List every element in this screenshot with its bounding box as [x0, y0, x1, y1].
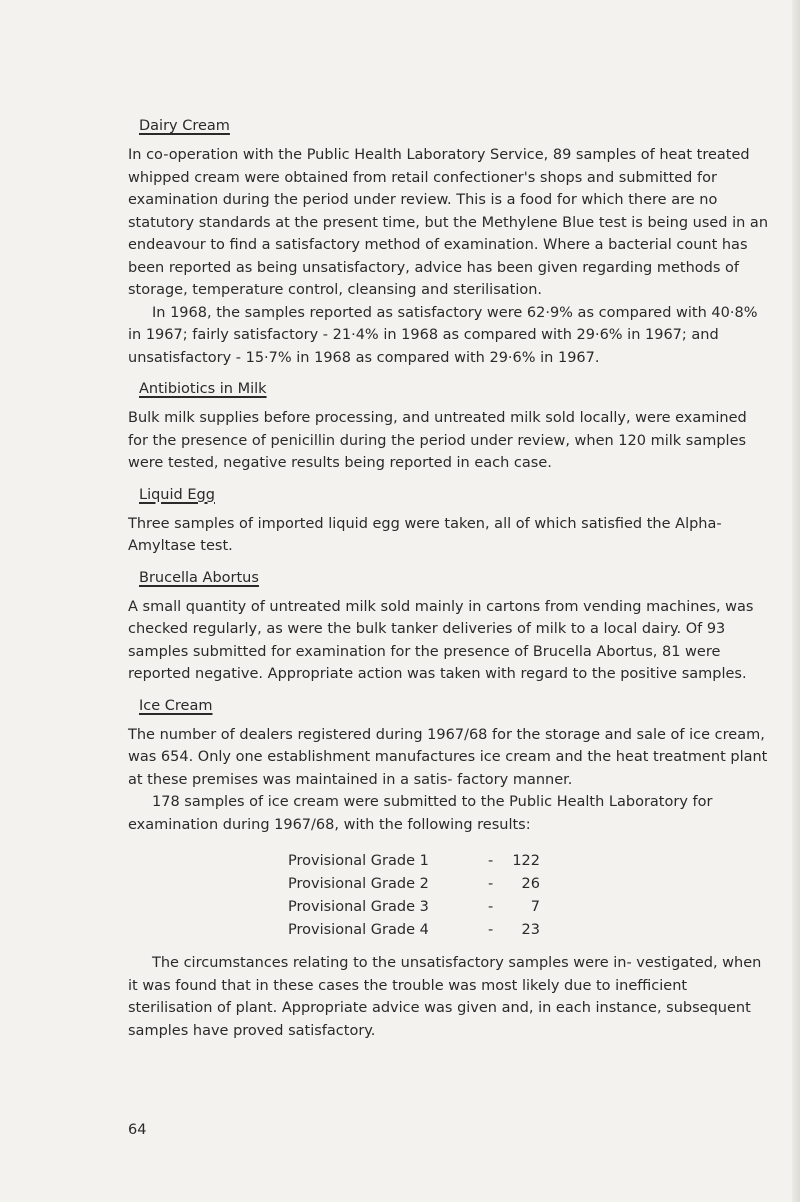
antibiotics-paragraph-1: Bulk milk supplies before processing, and untreated milk sold locally, were examined for the presence of penicillin during the period under review, when 120 milk samples were tested, negative results being reported in each case.	[128, 410, 747, 471]
heading-brucella: Brucella Abortus	[139, 569, 259, 586]
section-brucella	[128, 568, 768, 686]
grade-value: 23	[521, 922, 540, 938]
grade-dash: -	[488, 899, 494, 915]
brucella-paragraph-1: A small quantity of untreated milk sold mainly in cartons from vending machines, was checked regularly, as were the bulk tanker deliveries of milk to a local dairy. Of 93 samples submitted for examination for the presence of Brucella Abortus, 81 were reported negative. Appropriate action was taken with regard to the positive samples.	[128, 598, 754, 682]
heading-ice-cream: Ice Cream	[139, 697, 213, 714]
grade-row	[288, 919, 768, 942]
grade-label: Provisional Grade 3	[288, 899, 429, 915]
grade-row	[288, 850, 768, 873]
ice-cream-paragraph-2: 178 samples of ice cream were submitted to the Public Health Laboratory for examination during 1967/68, with the following results:	[128, 794, 713, 833]
ice-cream-paragraph-1: The number of dealers registered during 1967/68 for the storage and sale of ice cream, was 654. Only one establishment manufactures ice cream and the heat treatment plant at these premises was maintained in a satis- factory manner.	[128, 726, 768, 788]
liquid-egg-paragraph-1: Three samples of imported liquid egg were taken, all of which satisfied the Alpha-Amyltase test.	[128, 515, 722, 554]
grade-label: Provisional Grade 1	[288, 853, 429, 869]
grade-dash: -	[488, 876, 494, 892]
grade-dash: -	[488, 853, 494, 869]
grade-value: 26	[521, 876, 540, 892]
grade-row	[288, 873, 768, 896]
grade-label: Provisional Grade 4	[288, 922, 429, 938]
page-number: 64	[128, 1122, 147, 1138]
dairy-cream-paragraph-1: In co-operation with the Public Health Laboratory Service, 89 samples of heat treated whipped cream were obtained from retail confectioner's shops and submitted for examination during the period under review. This is a food for which there are no statutory standards at the present time, but the Methylene Blue test is being used in an endeavour to find a satisfactory method of examination. Where a bacterial count has been reported as being unsatisfactory, advice has been given regarding methods of storage, temperature control, cleansing and sterilisation.	[128, 147, 769, 298]
heading-liquid-egg: Liquid Egg	[139, 486, 215, 503]
ice-cream-paragraph-3: The circumstances relating to the unsatisfactory samples were in- vestigated, when it was found that in these cases the trouble was most likely due to inefficient sterilisation of plant. Appropriate advice was given and, in each instance, subsequent samples have proved satisfactory.	[128, 955, 762, 1039]
grade-value: 7	[530, 899, 540, 915]
section-antibiotics	[128, 379, 768, 475]
grades-list	[288, 850, 768, 942]
section-ice-cream	[128, 696, 768, 1043]
grade-dash: -	[488, 922, 494, 938]
grade-value: 122	[512, 853, 540, 869]
page-edge	[792, 0, 800, 1202]
heading-antibiotics: Antibiotics in Milk	[139, 381, 267, 397]
grade-label: Provisional Grade 2	[288, 876, 429, 892]
dairy-cream-paragraph-2: In 1968, the samples reported as satisfactory were 62·9% as compared with 40·8% in 1967; fairly satisfactory - 21·4% in 1968 as compared with 29·6% in 1967; and unsatisfactory - 15·7% in 1968 as compared with 29·6% in 1967.	[128, 304, 758, 366]
heading-dairy-cream: Dairy Cream	[139, 118, 230, 134]
section-liquid-egg	[128, 485, 768, 558]
document-body	[128, 116, 768, 1052]
section-dairy-cream	[128, 116, 768, 369]
grade-row	[288, 896, 768, 919]
